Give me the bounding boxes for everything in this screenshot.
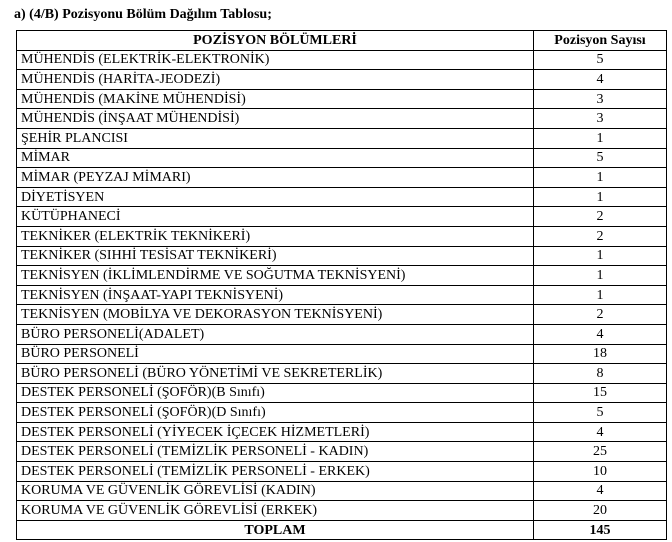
position-count-cell: 18 [534,344,667,364]
position-name-cell: TEKNİKER (ELEKTRİK TEKNİKERİ) [17,226,534,246]
table-row [17,422,667,442]
position-count-cell: 1 [534,266,667,286]
table-header-row [17,31,667,51]
table-row [17,462,667,482]
position-name-cell: BÜRO PERSONELİ [17,344,534,364]
position-name-cell: MİMAR (PEYZAJ MİMARI) [17,168,534,188]
total-count: 145 [534,520,667,540]
position-name-cell: DESTEK PERSONELİ (YİYECEK İÇECEK HİZMETLERİ) [17,422,534,442]
table-row [17,266,667,286]
position-name-cell: MÜHENDİS (ELEKTRİK-ELEKTRONİK) [17,50,534,70]
position-distribution-table [16,30,667,540]
column-header-position: POZİSYON BÖLÜMLERİ [17,31,534,51]
position-count-cell: 1 [534,285,667,305]
position-name-cell: KÜTÜPHANECİ [17,207,534,227]
position-count-cell: 1 [534,168,667,188]
table-row [17,246,667,266]
table-row [17,50,667,70]
position-name-cell: KORUMA VE GÜVENLİK GÖREVLİSİ (KADIN) [17,481,534,501]
position-count-cell: 1 [534,128,667,148]
table-row [17,128,667,148]
total-label: TOPLAM [17,520,534,540]
position-name-cell: MÜHENDİS (İNŞAAT MÜHENDİSİ) [17,109,534,129]
position-count-cell: 25 [534,442,667,462]
position-count-cell: 10 [534,462,667,482]
table-row [17,403,667,423]
table-body [17,50,667,520]
position-count-cell: 1 [534,246,667,266]
position-count-cell: 4 [534,422,667,442]
position-name-cell: TEKNİKER (SIHHİ TESİSAT TEKNİKERİ) [17,246,534,266]
table-row [17,148,667,168]
table-row [17,168,667,188]
position-name-cell: MÜHENDİS (HARİTA-JEODEZİ) [17,70,534,90]
position-count-cell: 2 [534,305,667,325]
position-name-cell: DESTEK PERSONELİ (TEMİZLİK PERSONELİ - ERKEK) [17,462,534,482]
table-row [17,344,667,364]
table-row [17,501,667,521]
table-row [17,285,667,305]
table-row [17,481,667,501]
position-count-cell: 5 [534,148,667,168]
position-name-cell: DESTEK PERSONELİ (ŞOFÖR)(B Sınıfı) [17,383,534,403]
table-row [17,442,667,462]
position-count-cell: 3 [534,109,667,129]
position-count-cell: 3 [534,89,667,109]
table-row [17,364,667,384]
position-count-cell: 2 [534,207,667,227]
table-row [17,305,667,325]
table-row [17,70,667,90]
position-name-cell: TEKNİSYEN (MOBİLYA VE DEKORASYON TEKNİSYENİ) [17,305,534,325]
table-caption: a) (4/B) Pozisyonu Bölüm Dağılım Tablosu; [14,7,272,22]
position-name-cell: BÜRO PERSONELİ (BÜRO YÖNETİMİ VE SEKRETERLİK) [17,364,534,384]
position-name-cell: DİYETİSYEN [17,187,534,207]
position-count-cell: 1 [534,187,667,207]
column-header-count: Pozisyon Sayısı [534,31,667,51]
table-row [17,187,667,207]
position-name-cell: MÜHENDİS (MAKİNE MÜHENDİSİ) [17,89,534,109]
table-row [17,89,667,109]
position-count-cell: 4 [534,481,667,501]
position-name-cell: ŞEHİR PLANCISI [17,128,534,148]
position-name-cell: MİMAR [17,148,534,168]
position-name-cell: BÜRO PERSONELİ(ADALET) [17,324,534,344]
position-count-cell: 5 [534,403,667,423]
position-name-cell: KORUMA VE GÜVENLİK GÖREVLİSİ (ERKEK) [17,501,534,521]
position-name-cell: DESTEK PERSONELİ (ŞOFÖR)(D Sınıfı) [17,403,534,423]
position-count-cell: 4 [534,324,667,344]
position-name-cell: TEKNİSYEN (İNŞAAT-YAPI TEKNİSYENİ) [17,285,534,305]
table-row [17,383,667,403]
table-row [17,324,667,344]
position-name-cell: DESTEK PERSONELİ (TEMİZLİK PERSONELİ - KADIN) [17,442,534,462]
table-row [17,109,667,129]
total-row [17,520,667,540]
position-count-cell: 8 [534,364,667,384]
table-row [17,226,667,246]
position-count-cell: 4 [534,70,667,90]
table-row [17,207,667,227]
position-count-cell: 15 [534,383,667,403]
position-name-cell: TEKNİSYEN (İKLİMLENDİRME VE SOĞUTMA TEKNİSYENİ) [17,266,534,286]
position-count-cell: 2 [534,226,667,246]
position-count-cell: 20 [534,501,667,521]
position-count-cell: 5 [534,50,667,70]
